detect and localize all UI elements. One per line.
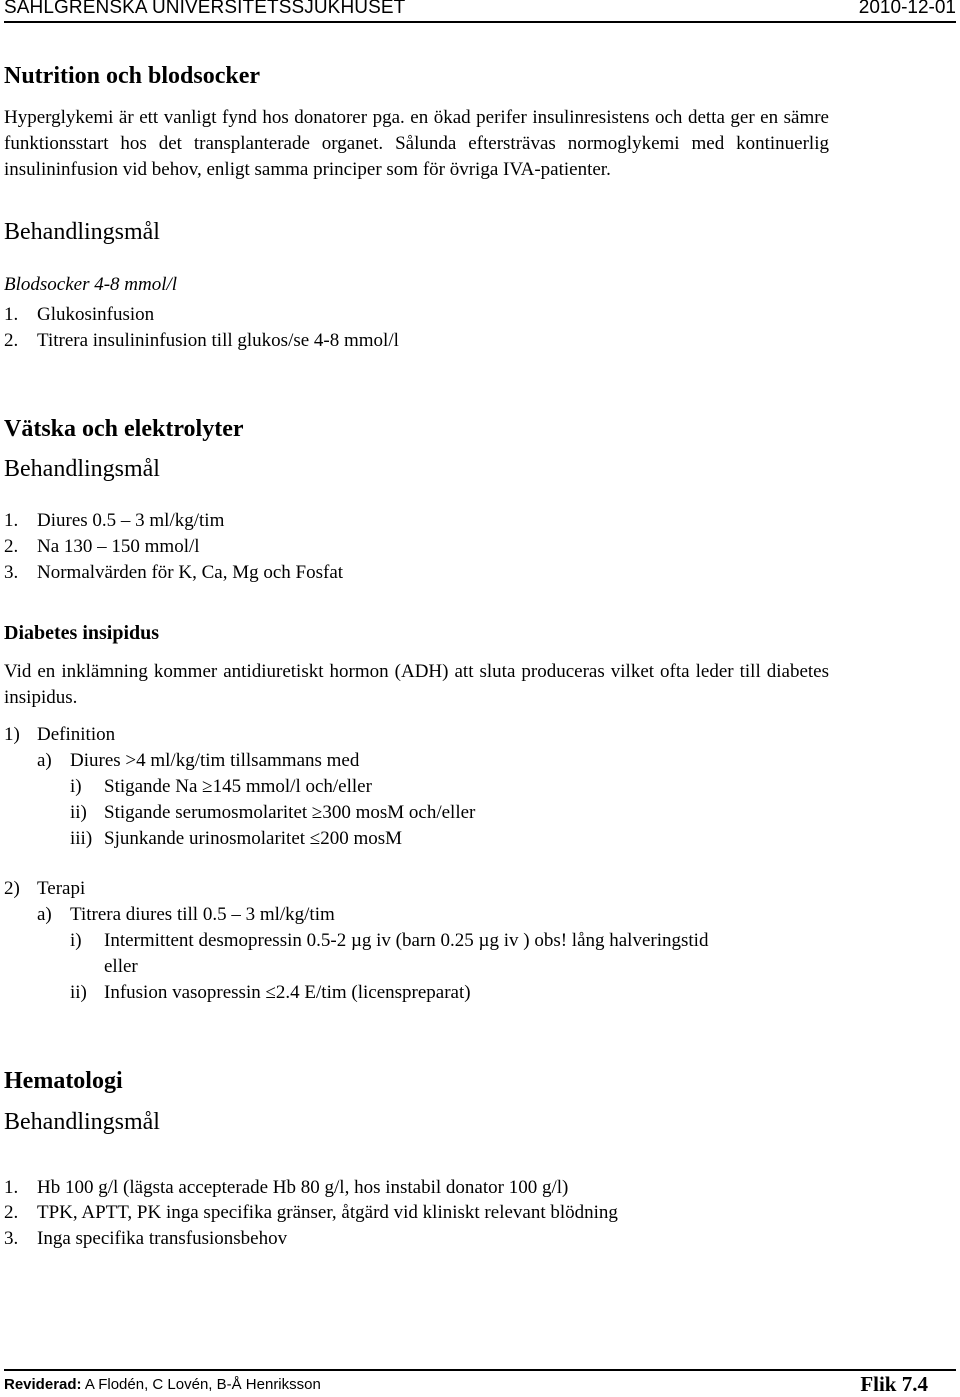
hospital-name: SAHLGRENSKA UNIVERSITETSSJUKHUSET bbox=[4, 0, 406, 18]
list-item: ii) Stigande serumosmolaritet ≥300 mosM och/eller bbox=[70, 802, 476, 823]
list-item: 1. Diures 0.5 – 3 ml/kg/tim bbox=[4, 510, 225, 531]
hematology-goal-heading: Behandlingsmål bbox=[4, 1109, 160, 1135]
revised-label: Reviderad: bbox=[4, 1376, 82, 1393]
list-item: 3. Normalvärden för K, Ca, Mg och Fosfat bbox=[4, 562, 344, 583]
diabetes-title: Diabetes insipidus bbox=[4, 622, 160, 644]
nutrition-goal-heading: Behandlingsmål bbox=[4, 219, 160, 245]
therapy-heading: 2) Terapi bbox=[4, 878, 86, 899]
diabetes-paragraph: Vid en inklämning kommer antidiuretiskt hormon (ADH) att sluta produceras vilket ofta leder till diabetes insipidus. bbox=[4, 661, 829, 708]
list-item: 3. Inga specifika transfusionsbehov bbox=[4, 1228, 288, 1249]
fluids-goal-heading: Behandlingsmål bbox=[4, 456, 160, 482]
list-item: a) Titrera diures till 0.5 – 3 ml/kg/tim bbox=[37, 904, 335, 925]
header-date: 2010-12-01 bbox=[858, 0, 956, 18]
page-header bbox=[4, 0, 956, 22]
list-item: 2. Na 130 – 150 mmol/l bbox=[4, 536, 200, 557]
list-item: ii) Infusion vasopressin ≤2.4 E/tim (licenspreparat) bbox=[70, 982, 471, 1003]
list-item: 1. Hb 100 g/l (lägsta accepterade Hb 80 g/l, hos instabil donator 100 g/l) bbox=[4, 1177, 569, 1198]
header-rule bbox=[4, 21, 956, 23]
list-item: 1. Glukosinfusion bbox=[4, 304, 155, 325]
revision-info bbox=[4, 1376, 321, 1393]
revised-names: A Flodén, C Lovén, B-Å Henriksson bbox=[84, 1376, 321, 1393]
hematology-title: Hematologi bbox=[4, 1068, 123, 1094]
page-label: Flik 7.4 bbox=[860, 1372, 928, 1396]
list-item-continuation: eller bbox=[104, 956, 138, 977]
list-item: i) Intermittent desmopressin 0.5-2 µg iv (barn 0.25 µg iv ) obs! lång halveringstid bbox=[70, 930, 709, 951]
fluids-title: Vätska och elektrolyter bbox=[4, 416, 244, 442]
list-item: i) Stigande Na ≥145 mmol/l och/eller bbox=[70, 776, 372, 797]
nutrition-target: Blodsocker 4-8 mmol/l bbox=[4, 274, 178, 295]
page-footer bbox=[4, 1369, 956, 1397]
list-item: 2. Titrera insulininfusion till glukos/se 4-8 mmol/l bbox=[4, 330, 399, 351]
list-item: 2. TPK, APTT, PK inga specifika gränser, åtgärd vid kliniskt relevant blödning bbox=[4, 1202, 618, 1223]
nutrition-paragraph: Hyperglykemi är ett vanligt fynd hos donatorer pga. en ökad perifer insulinresistens och detta ger en sämre funktionsstart hos det transplanterade organet. Sålunda eftersträvas normoglykemi med kontinuerlig insulininfusion vid behov, enligt samma principer som för övriga IVA-patienter. bbox=[4, 107, 829, 180]
list-item: a) Diures >4 ml/kg/tim tillsammans med bbox=[37, 750, 360, 771]
footer-rule bbox=[4, 1369, 956, 1371]
nutrition-title: Nutrition och blodsocker bbox=[4, 63, 261, 89]
list-item: iii) Sjunkande urinosmolaritet ≤200 mosM bbox=[70, 828, 403, 849]
definition-heading: 1) Definition bbox=[4, 724, 116, 745]
